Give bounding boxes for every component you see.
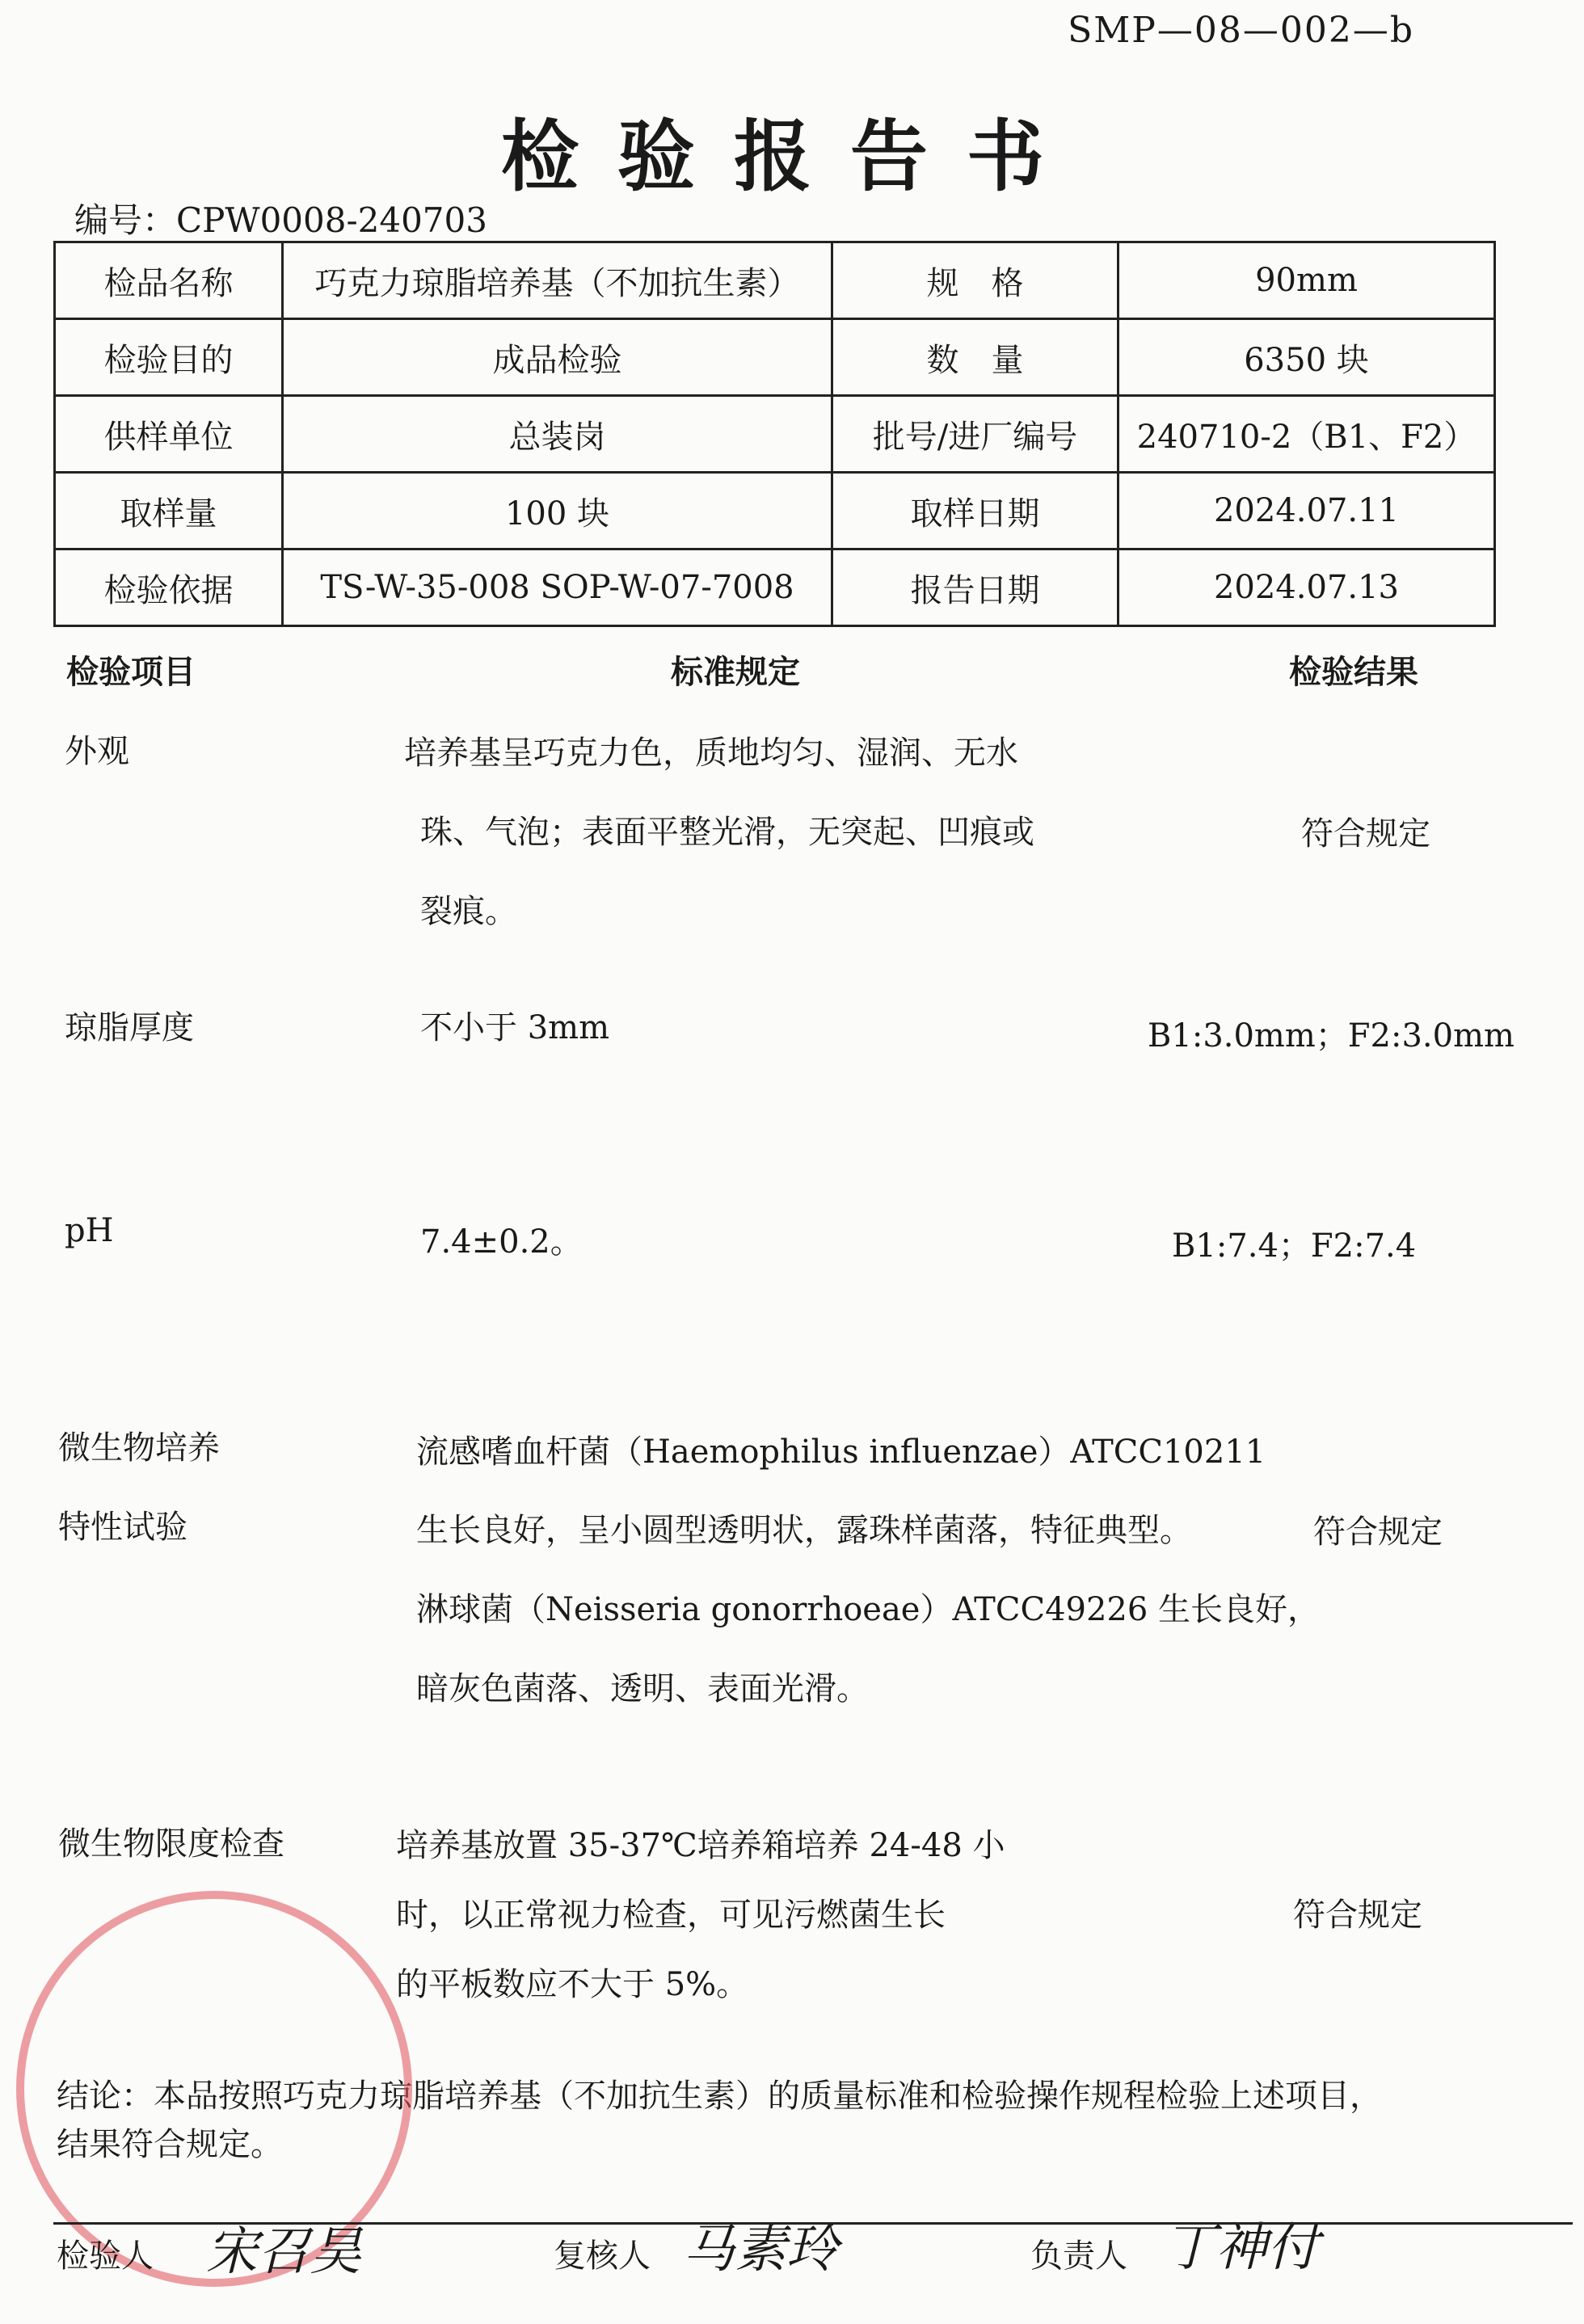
item-culture: 特性试验 xyxy=(58,1509,187,1546)
table-row xyxy=(55,242,1495,319)
info-label: 供样单位 xyxy=(55,396,283,473)
bottom-rule xyxy=(53,2222,1573,2225)
standard-line: 的平板数应不大于 5%。 xyxy=(396,1966,749,2003)
result-thickness: B1:3.0mm；F2:3.0mm xyxy=(1148,1017,1514,1055)
standard-ph: 7.4±0.2。 xyxy=(420,1223,583,1261)
item-limit: 微生物限度检查 xyxy=(58,1825,284,1863)
label-supervisor: 负责人 xyxy=(1030,2238,1127,2275)
report-serial: 编号：CPW0008-240703 xyxy=(74,200,487,240)
info-value: 100 块 xyxy=(283,473,832,549)
conclusion-line: 结果符合规定。 xyxy=(57,2126,283,2163)
header-result: 检验结果 xyxy=(1289,653,1418,691)
info-value: TS-W-35-008 SOP-W-07-7008 xyxy=(283,549,832,626)
table-row xyxy=(55,473,1495,549)
item-culture: 微生物培养 xyxy=(58,1429,220,1467)
result-culture: 符合规定 xyxy=(1313,1514,1443,1551)
standard-line: 时，以正常视力检查，可见污燃菌生长 xyxy=(396,1897,946,1934)
result-appearance: 符合规定 xyxy=(1301,815,1430,853)
label-reviewer: 复核人 xyxy=(554,2238,651,2275)
standard-line: 淋球菌（Neisseria gonorrhoeae）ATCC49226 生长良好， xyxy=(416,1591,1321,1628)
document-code: SMP—08—002—b xyxy=(1068,10,1414,51)
item-thickness: 琼脂厚度 xyxy=(65,1009,194,1046)
table-row xyxy=(55,319,1495,396)
result-ph: B1:7.4；F2:7.4 xyxy=(1172,1227,1417,1265)
info-value: 2024.07.11 xyxy=(1118,473,1495,549)
standard-line: 培养基呈巧克力色，质地均匀、湿润、无水 xyxy=(404,735,1018,772)
header-standard: 标准规定 xyxy=(671,653,800,691)
standard-line: 生长良好，呈小圆型透明状，露珠样菌落，特征典型。 xyxy=(416,1512,1192,1549)
table-row xyxy=(55,549,1495,626)
info-label: 检品名称 xyxy=(55,242,283,319)
standard-line: 裂痕。 xyxy=(420,893,517,930)
item-appearance: 外观 xyxy=(65,733,129,770)
info-label: 检验目的 xyxy=(55,319,283,396)
standard-line: 流感嗜血杆菌（Haemophilus influenzae）ATCC10211 xyxy=(416,1434,1266,1471)
info-value: 90mm xyxy=(1118,242,1495,319)
info-label: 取样日期 xyxy=(832,473,1118,549)
info-value: 6350 块 xyxy=(1118,319,1495,396)
info-table xyxy=(53,241,1496,627)
info-value: 总装岗 xyxy=(283,396,832,473)
result-limit: 符合规定 xyxy=(1293,1897,1422,1934)
signature-inspector: 宋召昊 xyxy=(206,2222,361,2282)
standard-line: 培养基放置 35-37℃培养箱培养 24-48 小 xyxy=(396,1827,1005,1864)
report-title: 检验报告书 xyxy=(501,111,1083,202)
info-label: 取样量 xyxy=(55,473,283,549)
signature-reviewer: 马素玲 xyxy=(683,2220,838,2280)
info-label: 报告日期 xyxy=(832,549,1118,626)
info-label: 数 量 xyxy=(832,319,1118,396)
header-item: 检验项目 xyxy=(66,653,196,691)
signature-supervisor: 丁神付 xyxy=(1164,2218,1319,2278)
info-value: 240710-2（B1、F2） xyxy=(1118,396,1495,473)
info-value: 2024.07.13 xyxy=(1118,549,1495,626)
standard-line: 暗灰色菌落、透明、表面光滑。 xyxy=(416,1670,869,1707)
info-label: 规 格 xyxy=(832,242,1118,319)
info-value: 巧克力琼脂培养基（不加抗生素） xyxy=(283,242,832,319)
standard-line: 珠、气泡；表面平整光滑，无突起、凹痕或 xyxy=(420,814,1034,851)
conclusion-line: 结论：本品按照巧克力琼脂培养基（不加抗生素）的质量标准和检验操作规程检验上述项目， xyxy=(57,2078,1382,2115)
standard-thickness: 不小于 3mm xyxy=(420,1009,610,1046)
info-label: 检验依据 xyxy=(55,549,283,626)
item-ph: pH xyxy=(65,1212,114,1249)
info-label: 批号/进厂编号 xyxy=(832,396,1118,473)
label-inspector: 检验人 xyxy=(57,2238,154,2275)
table-row xyxy=(55,396,1495,473)
info-value: 成品检验 xyxy=(283,319,832,396)
